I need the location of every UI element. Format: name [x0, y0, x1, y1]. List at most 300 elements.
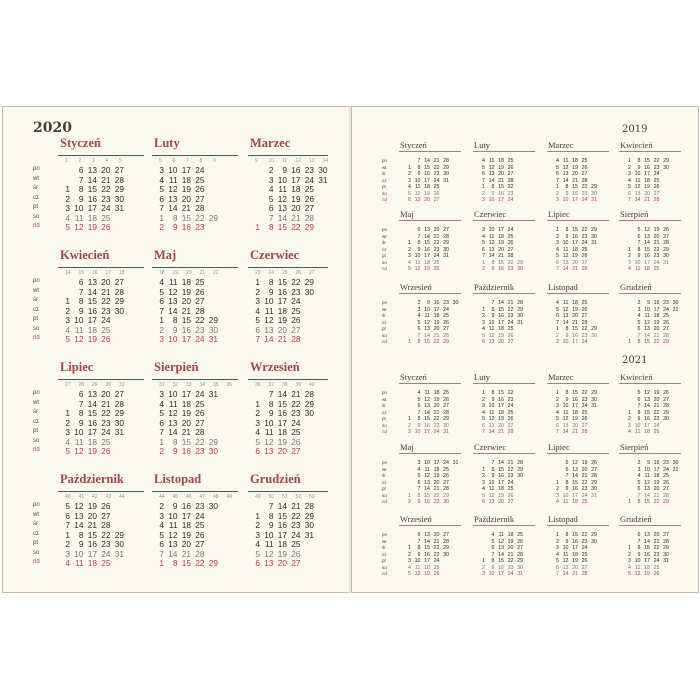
day-cell: 14 [644, 403, 650, 409]
day-cell: 29 [517, 466, 523, 473]
day-cell: 6 [482, 499, 485, 505]
day-cell: 21 [101, 174, 111, 185]
day-cell: 10 [414, 429, 421, 435]
day-cell: 22 [581, 390, 588, 396]
month-rule [399, 525, 461, 526]
day-cell: 29 [591, 184, 597, 190]
day-cell: 2 [408, 422, 411, 429]
day-cell: 15 [498, 558, 504, 564]
day-cell: 19 [181, 408, 191, 418]
day-cell: 18 [87, 324, 97, 335]
week-number: 37 [268, 382, 275, 388]
day-cell: 18 [572, 409, 578, 416]
day-cell: 10 [644, 306, 650, 313]
day-cell: 22 [653, 158, 660, 164]
day-cell: 3 [482, 197, 485, 203]
month-name: Sierpień [154, 360, 199, 374]
day-cell: 16 [498, 266, 504, 272]
day-cell: 20 [572, 171, 578, 177]
day-cell: 16 [87, 417, 97, 428]
day-cell: 10 [277, 174, 287, 185]
day-cell: 19 [433, 319, 440, 326]
day-cell: 9 [427, 300, 430, 306]
day-cell: 4 [255, 427, 260, 437]
week-number: 12 [295, 158, 302, 164]
day-cell: 4 [417, 313, 421, 319]
week-number: 28 [78, 382, 85, 388]
day-cell: 7 [78, 174, 84, 185]
day-cell: 27 [195, 193, 205, 204]
day-cell: 1 [159, 212, 164, 223]
day-cell: 1 [65, 408, 70, 418]
day-cell: 12 [424, 396, 430, 403]
day-cell: 16 [181, 222, 191, 232]
day-cell: 26 [581, 558, 588, 564]
day-cell: 22 [581, 184, 588, 190]
day-cell: 12 [488, 164, 495, 171]
week-number: 16 [92, 270, 98, 276]
day-cell: 23 [195, 446, 205, 456]
day-cell: 28 [581, 429, 588, 435]
day-cell: 25 [653, 266, 660, 272]
day-cell: 21 [498, 177, 504, 184]
day-cell: 14 [424, 158, 430, 164]
day-cell: 8 [637, 339, 641, 345]
day-cell: 3 [65, 315, 70, 325]
week-number: 25 [282, 270, 288, 276]
day-cell: 6 [556, 313, 559, 319]
week-number: 2 [78, 158, 82, 164]
day-cell: 13 [424, 227, 430, 233]
day-cell: 12 [168, 529, 178, 540]
day-cell: 29 [591, 390, 597, 396]
day-cell: 21 [181, 305, 191, 316]
day-cell: 12 [168, 184, 178, 194]
day-cell: 9 [417, 551, 421, 558]
weekday-label: pt [382, 253, 386, 258]
day-cell: 8 [172, 212, 178, 223]
day-cell: 3 [482, 571, 485, 577]
day-cell: 27 [195, 296, 205, 306]
day-cell: 9 [647, 460, 650, 466]
month-name: Grudzień [620, 282, 652, 292]
day-cell: 5 [628, 571, 631, 577]
weekday-label: śr [382, 240, 386, 245]
day-cell: 18 [277, 539, 287, 549]
day-cell: 11 [498, 532, 504, 538]
day-cell: 26 [663, 227, 669, 233]
month-name: Listopad [548, 514, 578, 524]
day-cell: 5 [408, 571, 411, 577]
day-cell: 30 [672, 460, 679, 466]
day-cell: 18 [644, 429, 650, 435]
day-cell: 1 [255, 398, 260, 409]
weekday-label: pn [382, 158, 388, 163]
day-cell: 8 [637, 409, 641, 416]
day-cell: 6 [78, 277, 84, 287]
day-cell: 15 [572, 184, 578, 190]
day-cell: 12 [644, 390, 650, 396]
day-cell: 8 [637, 545, 641, 551]
day-cell: 6 [565, 466, 569, 473]
day-cell: 9 [78, 305, 84, 316]
day-cell: 5 [417, 473, 421, 479]
day-cell: 19 [644, 571, 650, 577]
day-cell: 16 [277, 520, 287, 530]
day-cell: 26 [195, 529, 205, 540]
day-cell: 15 [644, 499, 650, 505]
week-number: 29 [92, 382, 98, 388]
month-name: Grudzień [250, 472, 301, 486]
day-cell: 27 [304, 203, 314, 213]
day-cell: 10 [562, 403, 569, 409]
day-cell: 29 [114, 408, 124, 418]
day-cell: 27 [663, 396, 669, 403]
day-cell: 10 [168, 334, 178, 344]
day-cell: 2 [556, 233, 559, 240]
day-cell: 22 [653, 409, 660, 416]
day-cell: 10 [562, 339, 569, 345]
day-cell: 29 [304, 277, 314, 287]
day-cell: 26 [653, 571, 660, 577]
day-cell: 4 [556, 409, 559, 416]
day-cell: 16 [498, 473, 504, 479]
day-cell: 10 [74, 548, 84, 559]
day-cell: 3 [159, 334, 164, 344]
day-cell: 6 [637, 396, 641, 403]
day-cell: 25 [507, 233, 514, 240]
day-cell: 23 [507, 564, 514, 571]
day-cell: 20 [644, 190, 650, 197]
month-name: Kwiecień [620, 372, 653, 382]
day-cell: 5 [268, 193, 274, 204]
day-cell: 26 [653, 184, 660, 190]
month-rule [248, 491, 328, 492]
day-cell: 29 [114, 184, 124, 194]
day-cell: 17 [644, 259, 650, 266]
day-cell: 14 [634, 197, 641, 203]
day-cell: 22 [291, 277, 301, 287]
day-cell: 13 [488, 422, 495, 429]
day-cell: 29 [591, 532, 597, 538]
day-cell: 3 [255, 417, 260, 428]
day-cell: 31 [208, 389, 218, 399]
day-cell: 22 [291, 222, 301, 232]
day-cell: 12 [488, 332, 495, 339]
day-cell: 29 [304, 398, 314, 409]
day-cell: 26 [101, 222, 111, 232]
day-cell: 13 [498, 545, 504, 551]
day-cell: 26 [663, 390, 669, 396]
day-cell: 10 [264, 417, 274, 428]
day-cell: 26 [507, 416, 514, 422]
day-cell: 26 [433, 190, 440, 197]
day-cell: 21 [291, 501, 301, 511]
day-cell: 10 [488, 319, 495, 326]
day-cell: 19 [644, 184, 650, 190]
week-number: 33 [186, 382, 192, 388]
day-cell: 2 [556, 538, 559, 545]
day-cell: 20 [498, 171, 504, 177]
day-cell: 19 [424, 571, 430, 577]
day-cell: 7 [556, 319, 559, 326]
day-cell: 25 [581, 246, 588, 253]
day-cell: 21 [87, 520, 97, 530]
day-cell: 24 [507, 403, 514, 409]
day-cell: 12 [414, 266, 421, 272]
day-cell: 18 [498, 409, 504, 416]
weekday-label: pt [382, 184, 386, 189]
weekday-label: nd [33, 559, 40, 565]
day-cell: 28 [304, 212, 314, 223]
weekday-label: so [382, 190, 387, 196]
day-cell: 6 [556, 564, 559, 571]
day-cell: 9 [268, 286, 274, 297]
day-cell: 19 [181, 184, 191, 194]
day-cell: 31 [591, 240, 597, 246]
day-cell: 1 [482, 558, 485, 564]
day-cell: 6 [482, 246, 485, 253]
day-cell: 23 [291, 408, 301, 418]
day-cell: 15 [498, 390, 504, 396]
day-cell: 28 [581, 266, 588, 272]
day-cell: 11 [489, 486, 495, 492]
day-cell: 24 [507, 197, 514, 203]
day-cell: 19 [653, 227, 660, 233]
day-cell: 19 [433, 396, 440, 403]
day-cell: 3 [628, 259, 631, 266]
week-number: 52 [295, 494, 302, 500]
day-cell: 21 [433, 332, 440, 339]
day-cell: 3 [65, 548, 70, 559]
month-rule [58, 155, 144, 156]
day-cell: 4 [482, 409, 485, 416]
week-number: 26 [295, 270, 302, 276]
month-name: Luty [154, 136, 180, 150]
month-name: Sierpień [620, 209, 649, 219]
day-cell: 20 [277, 558, 287, 568]
day-cell: 25 [653, 564, 660, 571]
day-cell: 23 [581, 538, 588, 545]
day-cell: 30 [517, 266, 523, 272]
weekday-label: cz [33, 194, 39, 201]
day-cell: 30 [591, 190, 597, 197]
day-cell: 1 [628, 499, 631, 505]
day-cell: 26 [581, 416, 588, 422]
day-cell: 14 [87, 398, 97, 409]
day-cell: 18 [181, 277, 191, 287]
day-cell: 14 [644, 240, 650, 246]
day-cell: 29 [663, 246, 669, 253]
day-cell: 5 [565, 460, 569, 466]
day-cell: 12 [562, 558, 569, 564]
week-number: 23 [255, 270, 261, 276]
day-cell: 15 [277, 398, 287, 409]
day-cell: 24 [581, 545, 588, 551]
day-cell: 8 [268, 222, 274, 232]
day-cell: 23 [433, 246, 440, 253]
day-cell: 25 [195, 174, 205, 185]
day-cell: 12 [74, 446, 84, 456]
day-cell: 7 [159, 548, 164, 559]
day-cell: 28 [291, 334, 301, 344]
day-cell: 5 [482, 164, 485, 171]
day-cell: 8 [78, 529, 84, 540]
day-cell: 13 [424, 326, 430, 332]
day-cell: 4 [408, 259, 411, 266]
day-cell: 27 [663, 233, 669, 240]
day-cell: 8 [491, 259, 495, 266]
day-cell: 13 [644, 532, 650, 538]
week-number: 32 [172, 382, 179, 388]
day-cell: 25 [517, 532, 523, 538]
day-cell: 10 [488, 227, 495, 233]
day-cell: 3 [255, 296, 260, 306]
month-rule [248, 267, 328, 268]
weekday-label: nd [33, 335, 40, 341]
day-cell: 5 [482, 492, 485, 499]
day-cell: 13 [87, 165, 97, 175]
weekday-label: wt [382, 396, 387, 402]
day-cell: 5 [255, 315, 260, 325]
day-cell: 3 [268, 174, 274, 185]
day-cell: 17 [181, 389, 191, 399]
day-cell: 15 [277, 222, 287, 232]
day-cell: 11 [168, 398, 178, 409]
day-cell: 13 [488, 171, 495, 177]
day-cell: 30 [114, 305, 124, 316]
day-cell: 8 [172, 436, 178, 447]
day-cell: 4 [417, 390, 421, 396]
week-number: 14 [65, 270, 71, 276]
day-cell: 8 [417, 492, 421, 499]
day-cell: 11 [415, 184, 421, 190]
month-rule [399, 293, 461, 294]
day-cell: 2 [408, 171, 411, 177]
day-cell: 12 [644, 227, 650, 233]
day-cell: 11 [489, 233, 495, 240]
month-rule [473, 453, 535, 454]
month-rule [58, 267, 144, 268]
day-cell: 26 [443, 473, 449, 479]
day-cell: 19 [277, 436, 287, 447]
day-cell: 14 [562, 571, 569, 577]
day-cell: 24 [581, 339, 588, 345]
day-cell: 21 [572, 429, 578, 435]
day-cell: 10 [634, 422, 641, 429]
day-cell: 15 [572, 326, 578, 332]
day-cell: 16 [572, 332, 578, 339]
day-cell: 3 [628, 558, 631, 564]
day-cell: 15 [572, 227, 578, 233]
day-cell: 26 [101, 334, 111, 344]
day-cell: 2 [159, 222, 164, 232]
day-cell: 14 [424, 538, 430, 545]
day-cell: 11 [424, 466, 430, 473]
day-cell: 2 [255, 408, 260, 418]
day-cell: 5 [159, 408, 164, 418]
day-cell: 15 [424, 545, 430, 551]
weekday-label: pt [382, 558, 386, 563]
week-number: 35 [213, 382, 219, 388]
day-cell: 28 [507, 429, 514, 435]
day-cell: 26 [433, 571, 440, 577]
day-cell: 16 [644, 253, 650, 259]
weekday-label: nd [382, 499, 388, 504]
day-cell: 24 [433, 558, 440, 564]
day-cell: 21 [498, 253, 504, 259]
day-cell: 31 [208, 334, 218, 344]
day-cell: 30 [591, 538, 597, 545]
day-cell: 10 [634, 259, 641, 266]
week-number: 5 [159, 158, 162, 164]
day-cell: 21 [433, 409, 440, 416]
day-cell: 6 [637, 233, 641, 240]
week-number: 22 [213, 270, 219, 276]
day-cell: 14 [277, 501, 287, 511]
day-cell: 13 [572, 466, 578, 473]
day-cell: 20 [572, 422, 578, 429]
day-cell: 19 [498, 492, 504, 499]
day-cell: 8 [565, 184, 569, 190]
day-cell: 3 [417, 460, 421, 466]
day-cell: 7 [556, 266, 559, 272]
day-cell: 13 [264, 324, 274, 335]
day-cell: 6 [408, 197, 411, 203]
day-cell: 13 [488, 246, 495, 253]
day-cell: 13 [277, 203, 287, 213]
day-cell: 16 [644, 551, 650, 558]
day-cell: 20 [498, 339, 504, 345]
day-cell: 5 [159, 286, 164, 297]
day-cell: 5 [556, 306, 559, 313]
day-cell: 19 [181, 286, 191, 297]
day-cell: 19 [433, 473, 440, 479]
day-cell: 24 [581, 240, 588, 246]
day-cell: 18 [424, 184, 430, 190]
day-cell: 31 [591, 197, 597, 203]
day-cell: 20 [653, 486, 660, 492]
week-number: 38 [282, 382, 288, 388]
day-cell: 17 [572, 403, 578, 409]
day-cell: 2 [628, 164, 631, 171]
day-cell: 1 [255, 277, 260, 287]
day-cell: 28 [591, 473, 597, 479]
day-cell: 18 [87, 212, 97, 223]
day-cell: 1 [408, 164, 411, 171]
day-cell: 19 [87, 334, 97, 344]
day-cell: 1 [628, 409, 631, 416]
day-cell: 14 [168, 305, 178, 316]
day-cell: 30 [663, 253, 669, 259]
day-cell: 27 [581, 564, 588, 571]
day-cell: 19 [424, 190, 430, 197]
day-cell: 7 [417, 409, 421, 416]
day-cell: 5 [637, 319, 641, 326]
day-cell: 22 [507, 558, 514, 564]
day-cell: 9 [637, 551, 641, 558]
day-cell: 12 [644, 479, 650, 486]
day-cell: 4 [556, 499, 559, 505]
day-cell: 8 [417, 545, 421, 551]
day-cell: 3 [159, 389, 164, 399]
day-cell: 6 [417, 532, 421, 538]
day-cell: 16 [498, 190, 504, 197]
day-cell: 27 [443, 326, 449, 332]
day-cell: 3 [65, 203, 70, 213]
day-cell: 10 [488, 479, 495, 486]
day-cell: 1 [482, 390, 485, 396]
